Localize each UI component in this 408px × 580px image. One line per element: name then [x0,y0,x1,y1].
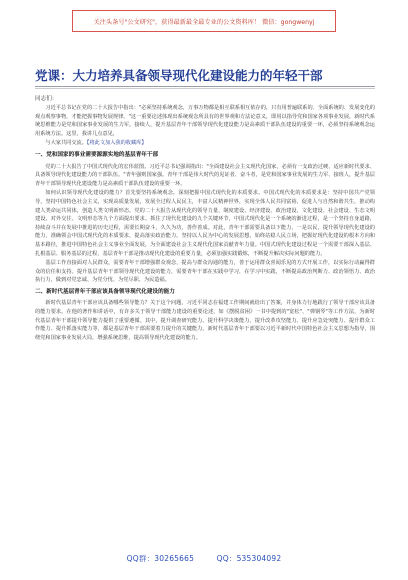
section-2-paragraph: 新时代基层青年干部应该具备哪些领导能力？关于这个问题，习近平同志在福建工作期间就给出了答案，并身体力行地践行了领导干部应该具备的能力要求。在他的著作和讲话中，有许多关于领导干部能力建设的重要论述，如《摆脱贫困》一书中提到的"宽松"、"弹钢琴"等工作方法，为新时代基层青年干部提升领导能力提供了重要遵循。其中，提升调查研究能力、提升科学决策能力、提升改革攻坚能力、提升应急处突能力、提升群众工作能力、提升抓落实能力等，都是基层青年干部需要着力提升的关键能力。新时代基层青年干部要以习近平新时代中国特色社会主义思想为指导，围绕党和国家事业发展大局，增强系统思维，提高领导现代化建设的能力。 [35,300,375,341]
intro-paragraph-tail [35,139,375,148]
footer-qq-group: QQ群：30265665 [126,554,195,563]
save-to-library-link[interactable]: 【将此文加入我的收藏库】 [86,140,147,147]
title-divider [35,86,375,87]
section-1-paragraph: 如何认识领导现代化建设的能力？首先要坚持系统观念，深刻把握中国式现代化的本质要求。中国式现代化的本质要求是：坚持中国共产党领导，坚持中国特色社会主义，实现高质量发展，发展全过程人民民主，丰富人民精神世界，实现全体人民共同富裕，促进人与自然和谐共生，推动构建人类命运共同体，创造人类文明新形态。党的二十大报告从现代化的领导力量、制度建设、经济建设、政治建设、文化建设、社会建设、生态文明建设、对外交往、文明形态等九个方面提出要求。抓住了现代化建设的九个关键环节，中国式现代化是一个系统的渐进过程，是一个坚持自身道路，持续奋斗并在发展中推进的历史过程，需要长期奋斗，久久为功，善作善成。对此，青年干部需要具备以下能力，一是以民，提升领导现代化建设的能力，准确领会中国式现代化的本质要求，提高落实政治能力。坚持以人民为中心的发展思想，始终站稳人民立场，把握好现代化建设的根本方向和基本路径，推进中国特色社会主义事业全面发展，为全面建设社会主义现代化国家贡献青年力量。中国式现代化建设过程是一个需要干部深入基层、扎根基层、服务基层的过程，基层青年干部是推动现代化建设的重要力量，必须加强实践锻炼，不断提升解决实际问题的能力。 [35,190,375,257]
footer-qq: QQ：535304092 [216,554,282,563]
banner-text: 关注头条号"公文研究"，获得最新最全最专业的公文资料库！ 微信：gongwenyj [93,18,315,26]
title-divider-secondary [35,88,375,89]
page-footer [0,553,408,564]
intro-paragraph: 习近平总书记在党的二十大报告中指出："必须坚持系统观念，万事万物都是相互联系相互依存的，只有用普遍联系的、全面系统的、发展变化的观点观察事物，才能把握事物发展规律。"这一重要论述体现出系统观念所具有的世界观和方法论意义，即用以指导党和国家各项事业发展。新时代系统思维能力是党和国家事业发展的生力军。接续人，提升基层青年干部领导现代化建设能力是高素质干部队伍建设的重要一环，必须坚持系统观念运用系统方法。这里，我讲几点意见， [35,105,375,137]
page-title: 党课：大力培养具备领导现代化建设能力的年轻干部 [35,68,323,83]
section-1-paragraph: 党的二十大报告了中国式现代化的宏伟蓝图。习近平总书记强调指出："全面建设社会主义现代化国家，必须有一支政治过硬、适应新时代要求、具备领导现代化建设能力的干部队伍。"青年强则国家强。青年干部是伟大时代的见证者、奋斗者，是党和国家事业发展的生力军、接班人，提升基层青年干部领导现代化建设能力是高素质干部队伍建设的重要一环。 [35,163,375,187]
section-2-heading: 二、新时代基层青年干部应该具备领导现代化建设的能力 [35,288,175,295]
section-1-paragraph: 基层工作直接面对人民群众，需要青年干部增强群众观念，提高与群众沟通的能力，善于运用群众喜闻乐见的方式开展工作，以实际行动赢得群众的信任和支持。提升基层青年干部领导现代化建设的能力，需要青年干部在实践中学习，在学习中实践，不断提高政治判断力、政治领悟力、政治执行力，做到对党忠诚、为党分忧、为党尽职、为民造福。 [35,260,375,284]
salutation: 同志们： [35,96,58,102]
document-body [35,104,375,343]
section-1-heading: 一、党和国家的事业需要源源实地的基层青年干部 [35,151,159,158]
intro-tail-text: 与大家共同交流。 [45,140,87,147]
header-banner [72,10,336,32]
